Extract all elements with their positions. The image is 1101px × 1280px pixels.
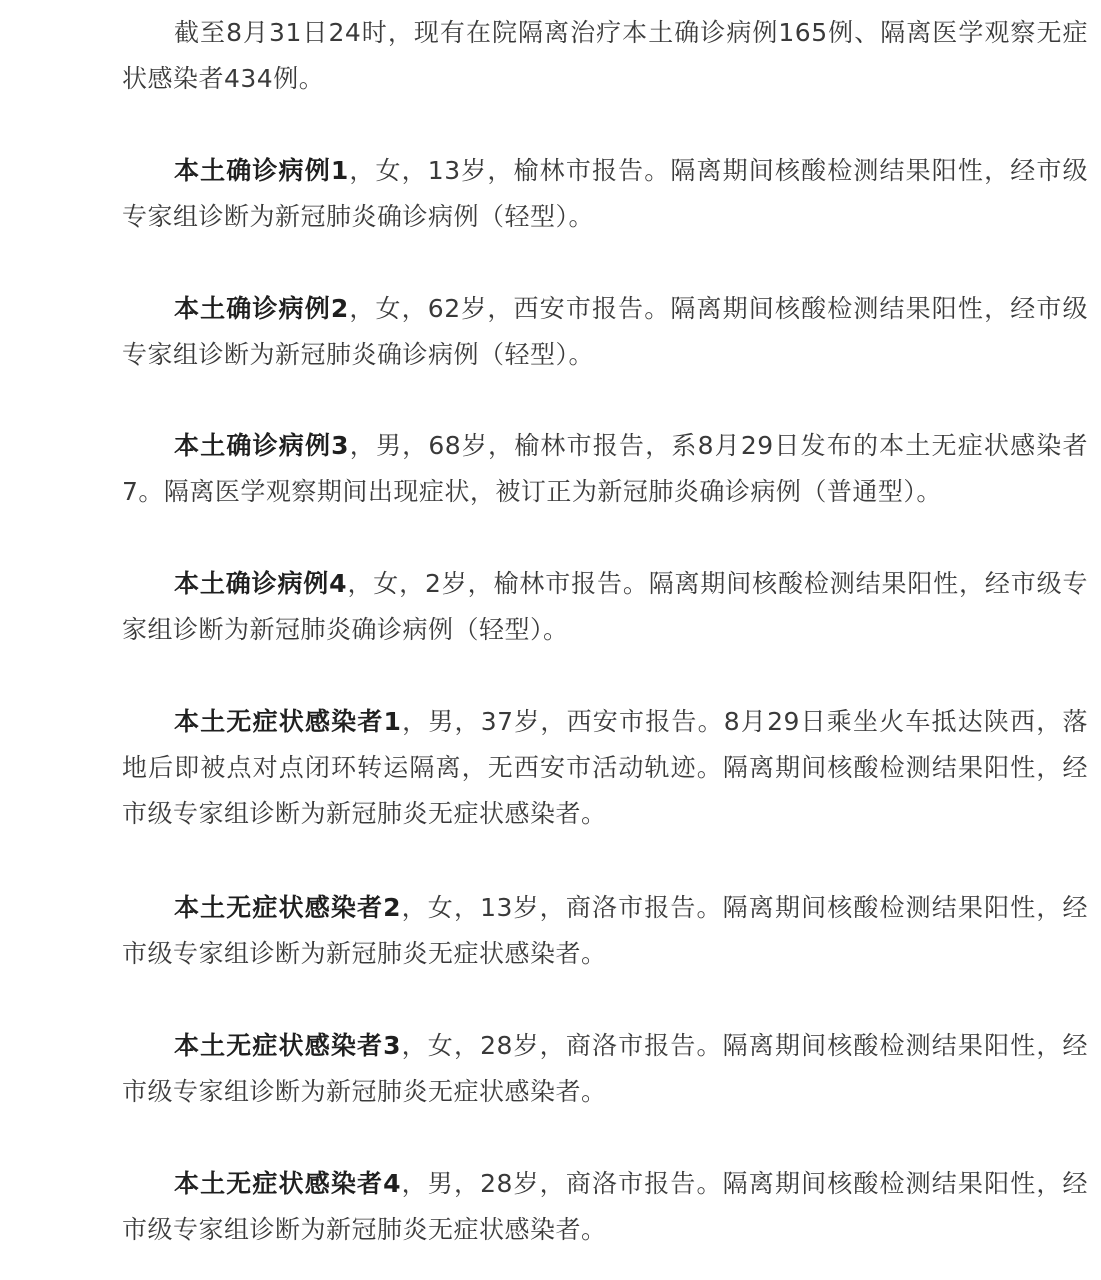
case-body: ，女，2岁，榆林市报告。隔离期间核酸检测结果阳性，经市级专家组诊断为新冠肺炎确诊病例（轻型）。 xyxy=(122,569,1088,644)
case-lead: 本土确诊病例2 xyxy=(174,294,349,323)
case-lead: 本土确诊病例4 xyxy=(174,569,348,598)
case-lead: 本土无症状感染者2 xyxy=(174,893,402,922)
case-lead: 本土确诊病例3 xyxy=(174,431,350,460)
intro-paragraph xyxy=(122,10,1088,102)
case-lead: 本土确诊病例1 xyxy=(174,156,349,185)
case-body: ，女，13岁，商洛市报告。隔离期间核酸检测结果阳性，经市级专家组诊断为新冠肺炎无症状感染者。 xyxy=(122,893,1088,968)
case-paragraph-confirmed-3 xyxy=(122,423,1088,515)
case-paragraph-asymptomatic-4 xyxy=(122,1161,1088,1253)
intro-text: 截至8月31日24时，现有在院隔离治疗本土确诊病例165例、隔离医学观察无症状感染者434例。 xyxy=(122,18,1088,93)
case-paragraph-confirmed-4 xyxy=(122,561,1088,653)
case-body: ，女，62岁，西安市报告。隔离期间核酸检测结果阳性，经市级专家组诊断为新冠肺炎确诊病例（轻型）。 xyxy=(122,294,1088,369)
case-body: ，女，13岁，榆林市报告。隔离期间核酸检测结果阳性，经市级专家组诊断为新冠肺炎确诊病例（轻型）。 xyxy=(122,156,1088,231)
case-body: ，男，28岁，商洛市报告。隔离期间核酸检测结果阳性，经市级专家组诊断为新冠肺炎无症状感染者。 xyxy=(122,1169,1088,1244)
case-body: ，女，28岁，商洛市报告。隔离期间核酸检测结果阳性，经市级专家组诊断为新冠肺炎无症状感染者。 xyxy=(122,1031,1088,1106)
case-lead: 本土无症状感染者1 xyxy=(174,707,402,736)
case-paragraph-asymptomatic-3 xyxy=(122,1023,1088,1115)
case-body: ，男，68岁，榆林市报告，系8月29日发布的本土无症状感染者7。隔离医学观察期间出现症状，被订正为新冠肺炎确诊病例（普通型）。 xyxy=(122,431,1088,506)
case-lead: 本土无症状感染者4 xyxy=(174,1169,402,1198)
case-paragraph-asymptomatic-2 xyxy=(122,885,1088,977)
case-lead: 本土无症状感染者3 xyxy=(174,1031,402,1060)
case-body: ，男，37岁，西安市报告。8月29日乘坐火车抵达陕西，落地后即被点对点闭环转运隔离，无西安市活动轨迹。隔离期间核酸检测结果阳性，经市级专家组诊断为新冠肺炎无症状感染者。 xyxy=(122,707,1089,828)
case-paragraph-confirmed-2 xyxy=(122,286,1088,378)
case-paragraph-asymptomatic-1 xyxy=(122,699,1088,837)
case-paragraph-confirmed-1 xyxy=(122,148,1088,240)
